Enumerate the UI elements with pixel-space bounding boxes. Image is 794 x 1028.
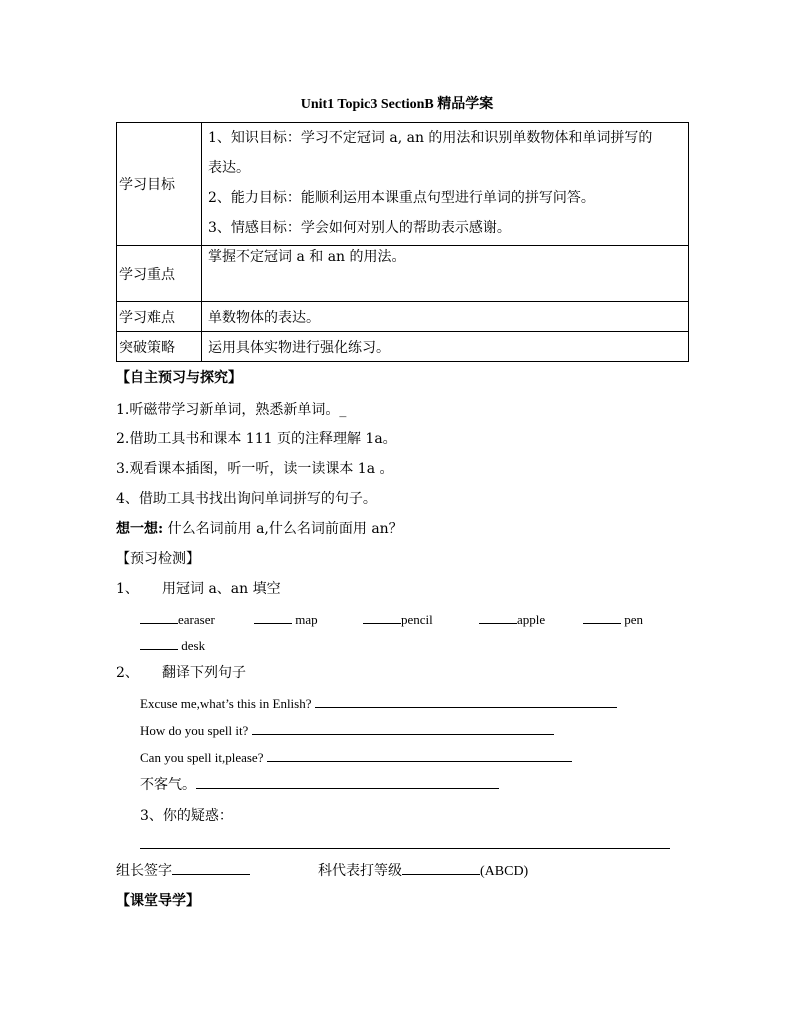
goal-line: 3、情感目标：学会如何对别人的帮助表示感谢。 [208, 220, 511, 236]
rep-grade [318, 860, 528, 880]
q3-text: 3、你的疑惑： [140, 808, 233, 824]
fill-blank[interactable] [140, 635, 178, 650]
leader-blank[interactable] [172, 860, 250, 875]
answer-blank[interactable] [196, 774, 499, 789]
page-title: Unit1 Topic3 SectionB 精品学案 [300, 97, 494, 112]
word-text: map [295, 612, 318, 627]
preview-item: 2.借助工具书和课本 111 页的注释理解 1a。 [116, 431, 397, 447]
q2-num: 2、 [116, 665, 139, 681]
word-text: desk [181, 638, 206, 653]
think-question [116, 518, 403, 538]
table-row [117, 246, 689, 302]
q1-num: 1、 [116, 581, 139, 597]
translate-line [140, 747, 572, 766]
q1-text: 用冠词 a、an 填空 [162, 581, 281, 597]
fill-blank[interactable] [479, 609, 517, 624]
table-row [117, 332, 689, 362]
row-label: 学习目标 [117, 123, 202, 246]
table-row [117, 123, 689, 246]
answer-blank[interactable] [315, 693, 617, 708]
leader-sign [116, 860, 250, 880]
goal-line: 表达。 [208, 160, 250, 176]
word-text: earaser [178, 612, 215, 627]
word-text: pen [624, 612, 644, 627]
sentence-text: Can you spell it,please? [140, 750, 264, 765]
class-heading: 【课堂导学】 [116, 893, 200, 909]
word-blank [479, 609, 545, 628]
fill-blank[interactable] [363, 609, 401, 624]
check-heading: 【预习检测】 [116, 551, 200, 567]
grade-options: (ABCD) [480, 864, 529, 879]
think-text: 什么名词前用 a,什么名词前面用 an？ [163, 521, 403, 537]
row-label: 突破策略 [117, 332, 202, 362]
q2-text: 翻译下列句子 [162, 665, 246, 681]
word-blank [140, 635, 205, 654]
fill-blank[interactable] [583, 609, 621, 624]
word-blank [363, 609, 433, 628]
row-label: 学习难点 [117, 302, 202, 332]
fill-blank[interactable] [140, 609, 178, 624]
grade-blank[interactable] [402, 860, 480, 875]
goal-line: 1、知识目标：学习不定冠词 a, an 的用法和识别单数物体和单词拼写的 [208, 130, 653, 146]
preview-item: 4、借助工具书找出询问单词拼写的句子。 [116, 491, 377, 507]
sentence-text: 不客气。 [140, 777, 196, 793]
think-label: 想一想: [116, 521, 164, 537]
preview-item: 1.听磁带学习新单词，熟悉新单词。_ [116, 402, 347, 418]
rep-label: 科代表打等级 [318, 863, 402, 879]
row-content: 运用具体实物进行强化练习。 [202, 332, 689, 362]
word-blank [140, 609, 215, 628]
row-content [202, 246, 689, 302]
row-content [202, 123, 689, 246]
word-blank [583, 609, 643, 628]
translate-line [140, 720, 554, 739]
row-label: 学习重点 [117, 246, 202, 302]
fill-blank[interactable] [254, 609, 292, 624]
row-content: 单数物体的表达。 [202, 302, 689, 332]
word-blank [254, 609, 318, 628]
answer-blank[interactable] [267, 747, 572, 762]
sentence-text: Excuse me,what’s this in Enlish? [140, 696, 312, 711]
leader-label: 组长签字 [116, 863, 172, 879]
sentence-text: How do you spell it? [140, 723, 249, 738]
preview-item: 3.观看课本插图，听一听，读一读课本 1a 。 [116, 461, 394, 477]
focus-line: 掌握不定冠词 a 和 an 的用法。 [208, 249, 406, 265]
goal-line: 2、能力目标：能顺利运用本课重点句型进行单词的拼写问答。 [208, 190, 595, 206]
table-row [117, 302, 689, 332]
doubt-blank[interactable] [140, 848, 670, 849]
preview-heading: 【自主预习与探究】 [116, 370, 242, 386]
word-text: apple [517, 612, 546, 627]
goals-table [116, 122, 689, 362]
word-text: pencil [401, 612, 433, 627]
answer-blank[interactable] [252, 720, 554, 735]
translate-line [140, 774, 499, 794]
translate-line [140, 693, 617, 712]
